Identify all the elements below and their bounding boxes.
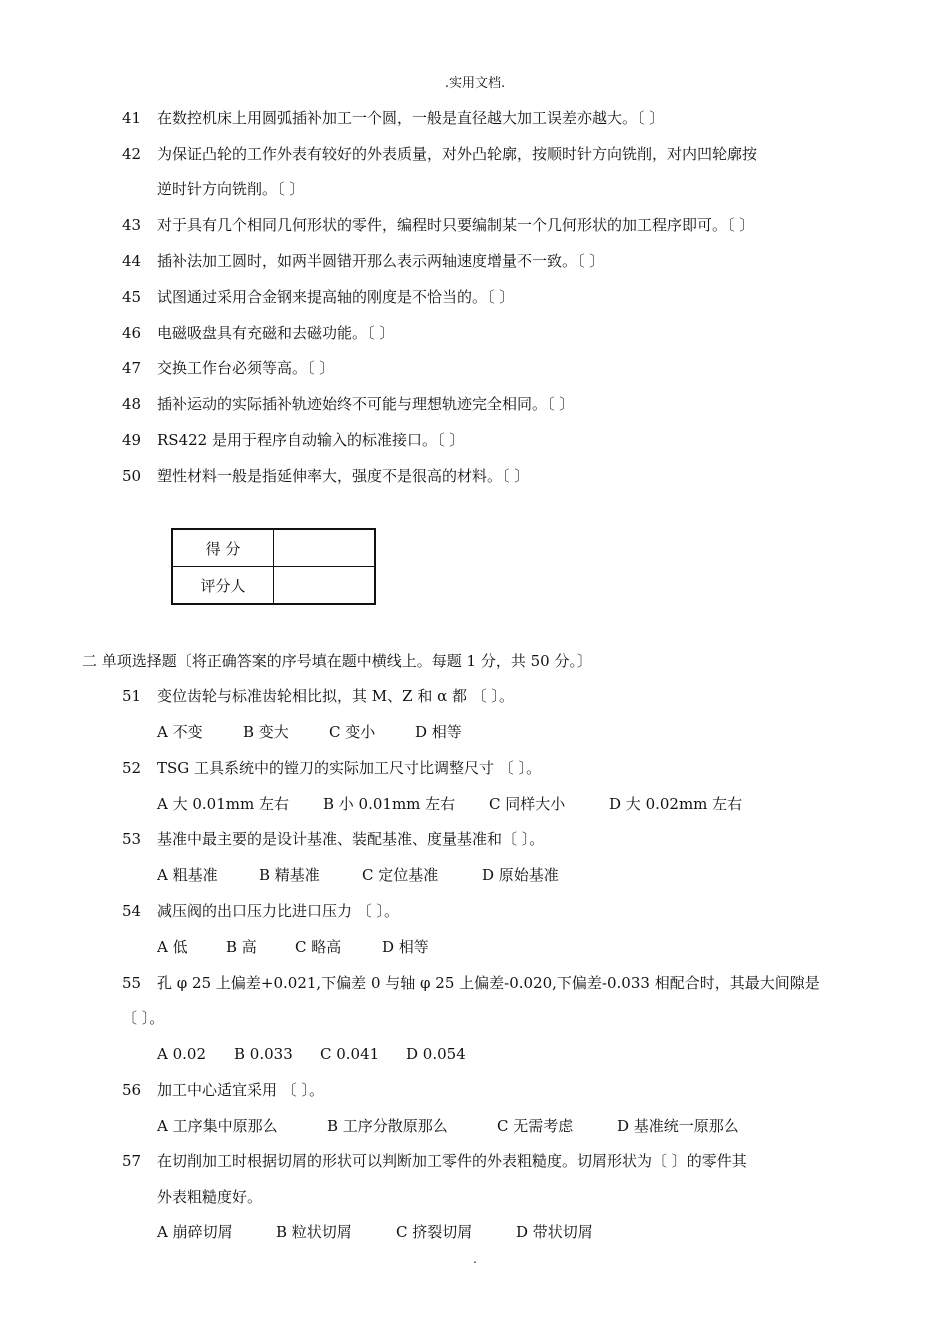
option-a: A 0.02 — [157, 1045, 206, 1063]
question-number-54: 54 — [122, 902, 142, 920]
option-d: D 大 0.02mm 左右 — [609, 795, 743, 813]
question-number-47: 47 — [122, 359, 142, 377]
grader-label: 评分人 — [172, 567, 274, 605]
option-d: D 相等 — [382, 938, 429, 956]
page-footer: . — [473, 1252, 477, 1266]
option-c: C 略高 — [295, 938, 342, 956]
question-number-49: 49 — [122, 431, 142, 449]
question-text-46: 电磁吸盘具有充磁和去磁功能。〔 〕 — [157, 324, 395, 342]
option-a: A 粗基准 — [157, 866, 218, 884]
question-number-53: 53 — [122, 830, 142, 848]
question-text-45: 试图通过采用合金钢来提高轴的刚度是不恰当的。〔 〕 — [157, 288, 515, 306]
option-b: B 小 0.01mm 左右 — [323, 795, 456, 813]
option-a: A 低 — [157, 938, 188, 956]
option-c: C 挤裂切屑 — [396, 1223, 473, 1241]
option-c: C 无需考虑 — [497, 1117, 574, 1135]
grader-value-cell[interactable] — [274, 567, 376, 605]
question-text-48: 插补运动的实际插补轨迹始终不可能与理想轨迹完全相同。〔 〕 — [157, 395, 575, 413]
options-51 — [157, 722, 462, 742]
options-54 — [157, 937, 429, 957]
options-56 — [157, 1116, 739, 1136]
question-text-42: 为保证凸轮的工作外表有较好的外表质量，对外凸轮廓，按顺时针方向铣削，对内凹轮廓按 — [157, 145, 758, 163]
question-text-41: 在数控机床上用圆弧插补加工一个圆，一般是直径越大加工误差亦越大。〔 〕 — [157, 109, 665, 127]
question-text-57: 在切削加工时根据切屑的形状可以判断加工零件的外表粗糙度。切屑形状为〔 〕的零件其 — [157, 1152, 747, 1170]
option-c: C 定位基准 — [362, 866, 439, 884]
question-number-43: 43 — [122, 216, 142, 234]
question-number-46: 46 — [122, 324, 142, 342]
option-a: A 崩碎切屑 — [157, 1223, 233, 1241]
question-number-52: 52 — [122, 759, 142, 777]
options-57 — [157, 1222, 593, 1242]
question-text-56: 加工中心适宜采用 〔 〕。 — [157, 1081, 325, 1099]
question-text-55-cont: 〔 〕。 — [122, 1009, 165, 1027]
option-b: B 工序分散原那么 — [327, 1117, 448, 1135]
option-b: B 精基准 — [259, 866, 320, 884]
option-d: D 带状切屑 — [516, 1223, 593, 1241]
question-text-55: 孔 φ 25 上偏差+0.021,下偏差 0 与轴 φ 25 上偏差-0.020,下偏差-0.033 相配合时，其最大间隙是 — [157, 974, 820, 992]
question-text-42-cont: 逆时针方向铣削。〔 〕 — [157, 180, 305, 198]
question-text-49: RS422 是用于程序自动输入的标准接口。〔 〕 — [157, 431, 465, 449]
question-number-57: 57 — [122, 1152, 142, 1170]
question-text-50: 塑性材料一般是指延伸率大，强度不是很高的材料。〔 〕 — [157, 467, 530, 485]
question-text-52: TSG 工具系统中的镗刀的实际加工尺寸比调整尺寸 〔 〕。 — [157, 759, 542, 777]
option-c: C 变小 — [329, 723, 376, 741]
question-text-57-cont: 外表粗糙度好。 — [157, 1188, 263, 1206]
question-number-56: 56 — [122, 1081, 142, 1099]
score-label: 得 分 — [172, 529, 274, 567]
question-text-43: 对于具有几个相同几何形状的零件，编程时只要编制某一个几何形状的加工程序即可。〔 〕 — [157, 216, 755, 234]
options-55 — [157, 1044, 466, 1064]
question-number-41: 41 — [122, 109, 142, 127]
score-value-cell[interactable] — [274, 529, 376, 567]
question-text-51: 变位齿轮与标准齿轮相比拟，其 M、Z 和 α 都 〔 〕。 — [157, 687, 515, 705]
score-table — [171, 528, 376, 605]
option-b: B 粒状切屑 — [276, 1223, 352, 1241]
option-c: C 0.041 — [320, 1045, 380, 1063]
question-number-42: 42 — [122, 145, 142, 163]
question-number-45: 45 — [122, 288, 142, 306]
option-a: A 工序集中原那么 — [157, 1117, 278, 1135]
question-text-44: 插补法加工圆时，如两半圆错开那么表示两轴速度增量不一致。〔 〕 — [157, 252, 605, 270]
option-b: B 高 — [226, 938, 257, 956]
options-52 — [157, 794, 742, 814]
option-c: C 同样大小 — [489, 795, 566, 813]
option-d: D 基准统一原那么 — [617, 1117, 739, 1135]
options-53 — [157, 865, 559, 885]
question-text-53: 基准中最主要的是设计基准、装配基准、度量基准和〔 〕。 — [157, 830, 545, 848]
option-d: D 相等 — [415, 723, 462, 741]
section-title: 二 单项选择题〔将正确答案的序号填在题中横线上。每题 1 分，共 50 分。〕 — [82, 652, 592, 670]
question-number-51: 51 — [122, 687, 142, 705]
question-number-44: 44 — [122, 252, 142, 270]
option-b: B 变大 — [243, 723, 289, 741]
question-text-54: 减压阀的出口压力比进口压力 〔 〕。 — [157, 902, 400, 920]
option-b: B 0.033 — [234, 1045, 293, 1063]
option-d: D 原始基准 — [482, 866, 559, 884]
question-number-50: 50 — [122, 467, 142, 485]
question-number-48: 48 — [122, 395, 142, 413]
option-a: A 大 0.01mm 左右 — [157, 795, 289, 813]
page-header: .实用文档. — [444, 76, 506, 91]
question-text-47: 交换工作台必须等高。〔 〕 — [157, 359, 335, 377]
option-d: D 0.054 — [406, 1045, 466, 1063]
question-number-55: 55 — [122, 974, 142, 992]
option-a: A 不变 — [157, 723, 203, 741]
